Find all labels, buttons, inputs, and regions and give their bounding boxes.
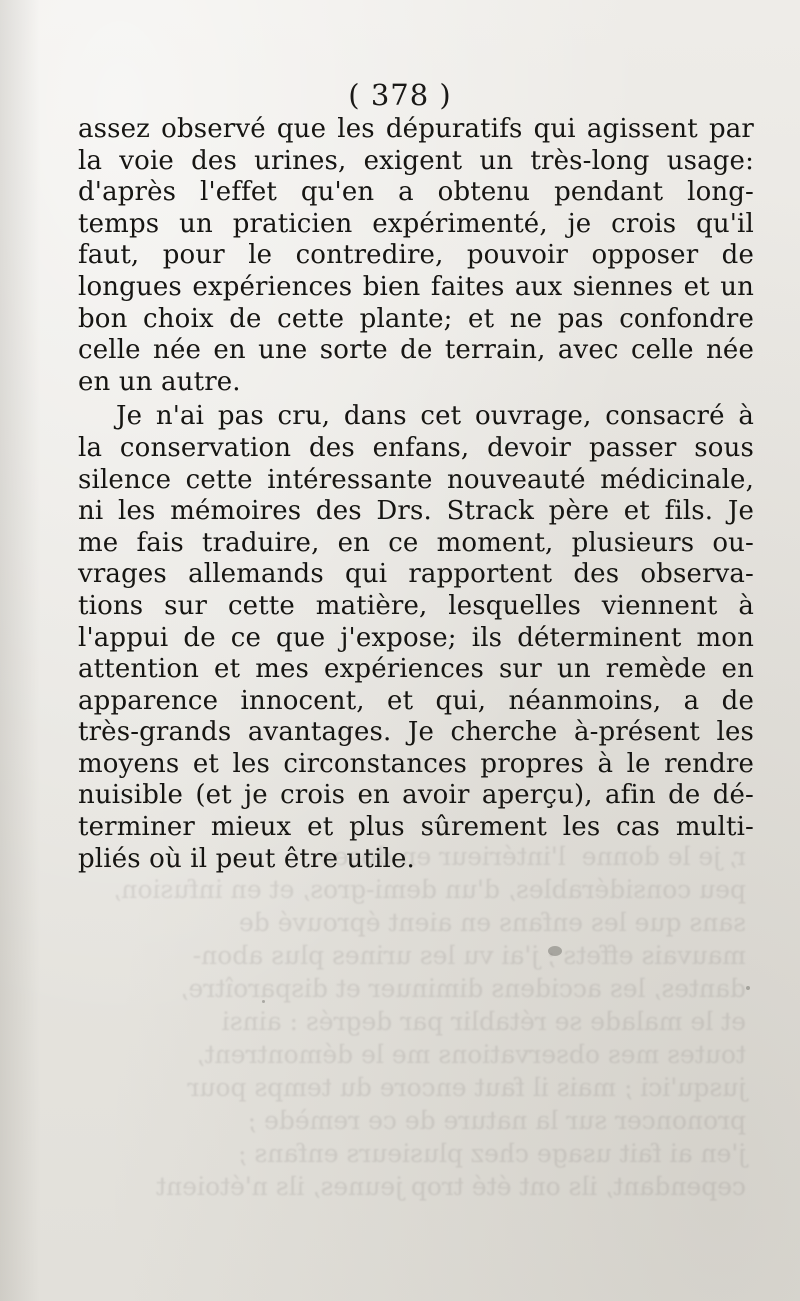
text-line: d'après l'effet qu'en a obtenu pendant long- (78, 177, 754, 208)
body-text (78, 114, 754, 875)
text-line: la conservation des enfans, devoir passer sous (78, 432, 754, 463)
text-line: tions sur cette matière, lesquelles viennent à (78, 590, 754, 621)
text-line: terminer mieux et plus sûrement les cas multi- (78, 812, 754, 843)
text-line: silence cette intéressante nouveauté médicinale, (78, 464, 754, 495)
text-line: faut, pour le contredire, pouvoir opposer de (78, 240, 754, 271)
show-through-texture: r, je le donne l'intérieur en doses peu considérables, d'un demi-gros, et en infusion, sans que les enfans en aient éprouvé de mauvais effets ; j'ai vu les urines plus abon- dantes, les accidens diminuer et disparoître, et le malade se rétablir par degrés : ainsi toutes mes observations me le démontrent, jusqu'ici ; mais il faut encore du temps pour prononcer sur la nature de ce remède ; j'en ai fait usage chez plusieurs enfans ; cependant, ils ont été trop jeunes, ils n'étoient (113, 842, 747, 1201)
paragraph-2 (78, 401, 754, 875)
ink-spot (548, 946, 562, 956)
ink-spot (746, 986, 750, 990)
text-line: la voie des urines, exigent un très-long usage: (78, 145, 754, 176)
text-line: Je n'ai pas cru, dans cet ouvrage, consacré à (116, 401, 754, 432)
text-line: attention et mes expériences sur un remède en (78, 654, 754, 685)
ink-spot (262, 1000, 265, 1003)
text-line: me fais traduire, en ce moment, plusieurs ou- (78, 527, 754, 558)
paragraph-1 (78, 114, 754, 398)
text-line: nuisible (et je crois en avoir aperçu), afin de dé- (78, 780, 754, 811)
text-line: assez observé que les dépuratifs qui agissent par (78, 114, 754, 144)
text-line: temps un praticien expérimenté, je crois qu'il (78, 208, 754, 239)
text-line: bon choix de cette plante; et ne pas confondre (78, 303, 754, 334)
text-line: pliés où il peut être utile. (78, 843, 415, 874)
text-line: très-grands avantages. Je cherche à-présent les (78, 717, 754, 748)
text-line: en un autre. (78, 366, 241, 397)
text-line: moyens et les circonstances propres à le rendre (78, 748, 754, 779)
text-line: ni les mémoires des Drs. Strack père et fils. Je (78, 496, 754, 527)
text-line: apparence innocent, et qui, néanmoins, a de (78, 685, 754, 716)
page-number: ( 378 ) (348, 78, 452, 112)
text-line: vrages allemands qui rapportent des observa- (78, 559, 754, 590)
text-line: l'appui de ce que j'expose; ils déterminent mon (78, 622, 754, 653)
text-line: longues expériences bien faites aux siennes et un (78, 271, 754, 302)
text-line: celle née en une sorte de terrain, avec celle née (78, 335, 754, 366)
